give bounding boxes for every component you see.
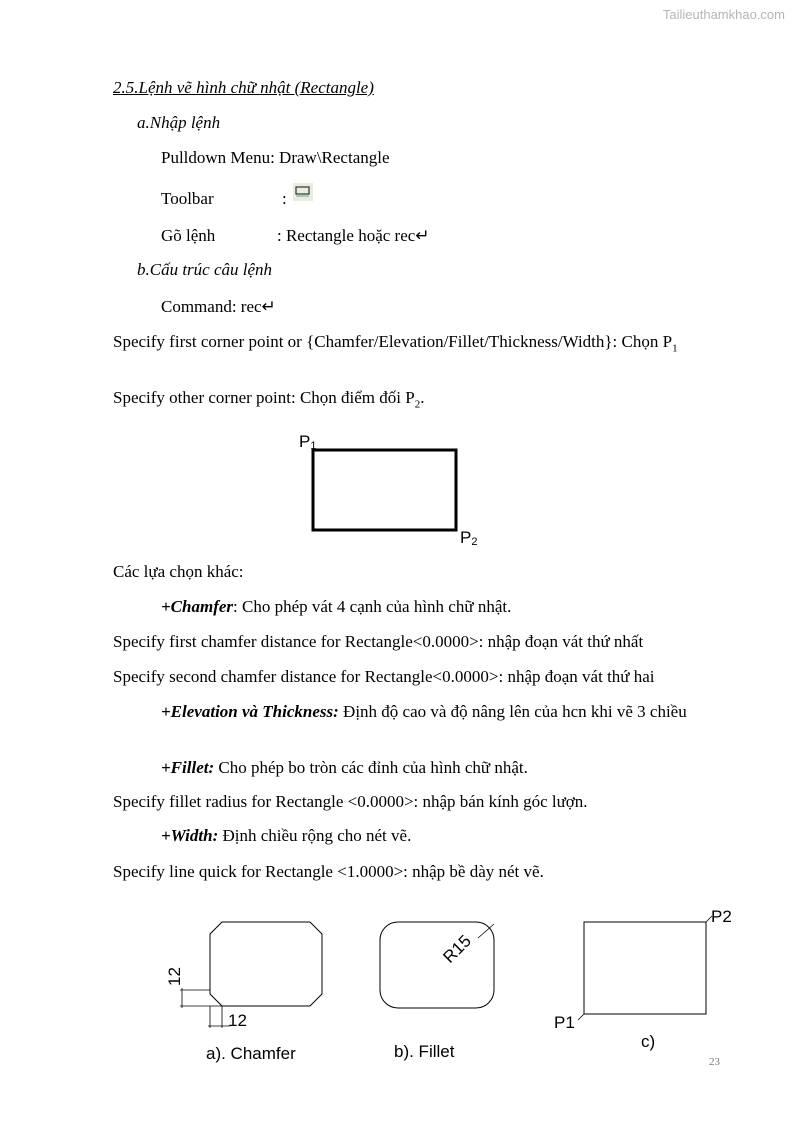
point-p2-label: P2: [460, 528, 478, 548]
command-line: Command: rec↵: [161, 297, 276, 316]
chamfer-second-distance: Specify second chamfer distance for Rectangle<0.0000>: nhập đoạn vát thứ hai: [113, 667, 655, 686]
chamfer-option: +Chamfer: Cho phép vát 4 cạnh của hình chữ nhật.: [161, 597, 512, 616]
toolbar-colon: :: [282, 189, 287, 208]
rectangle-diagram: [290, 428, 490, 550]
subheading-b: b.Cấu trúc câu lệnh: [137, 260, 273, 279]
fillet-option: +Fillet: Cho phép bo tròn các đỉnh của hình chữ nhật.: [161, 758, 528, 777]
fillet-radius-line: Specify fillet radius for Rectangle <0.0000>: nhập bán kính góc lượn.: [113, 792, 588, 811]
elevation-option: +Elevation và Thickness: Định độ cao và độ nâng lên của hcn khi vẽ 3 chiều: [161, 702, 687, 721]
page-number: 23: [709, 1056, 720, 1068]
c-point-p2: P2: [711, 907, 732, 926]
c-point-p1: P1: [554, 1013, 575, 1032]
fillet-dim: R15: [439, 931, 475, 967]
specify-other-corner: Specify other corner point: Chọn điểm đối $P_2$.: [113, 388, 425, 411]
chamfer-dim-horizontal: 12: [228, 1011, 247, 1030]
chamfer-first-distance: Specify first chamfer distance for Rectangle<0.0000>: nhập đoạn vát thứ nhất: [113, 632, 644, 651]
caption-fillet: b). Fillet: [394, 1042, 455, 1061]
typed-label: Gõ lệnh: [161, 226, 216, 245]
plain-rectangle-drawing: [554, 907, 732, 1032]
line-quick-line: Specify line quick for Rectangle <1.0000>: nhập bề dày nét vẽ.: [113, 862, 544, 881]
section-heading: 2.5.Lệnh vẽ hình chữ nhật (Rectangle): [113, 78, 374, 97]
width-option: +Width: Định chiều rộng cho nét vẽ.: [161, 826, 412, 845]
rectangle-tool-icon: [291, 183, 313, 201]
caption-chamfer: a). Chamfer: [206, 1044, 296, 1063]
typed-value: : Rectangle hoặc rec↵: [277, 226, 430, 245]
point-p1-label: P1: [299, 432, 317, 452]
chamfer-drawing: [165, 922, 322, 1030]
specify-first-corner: Specify first corner point or {Chamfer/Elevation/Fillet/Thickness/Width}: Chọn $P_1$: [113, 332, 678, 355]
subheading-a: a.Nhập lệnh: [137, 113, 221, 132]
rectangle-shape: [313, 450, 456, 530]
caption-c: c): [641, 1032, 656, 1051]
watermark: Tailieuthamkhao.com: [662, 7, 785, 22]
chamfer-dim-vertical: 12: [165, 967, 184, 986]
other-options-label: Các lựa chọn khác:: [113, 562, 244, 581]
toolbar-label: Toolbar: [161, 189, 214, 208]
fillet-drawing: [380, 922, 494, 1008]
pulldown-line: Pulldown Menu: Draw\Rectangle: [161, 148, 390, 167]
